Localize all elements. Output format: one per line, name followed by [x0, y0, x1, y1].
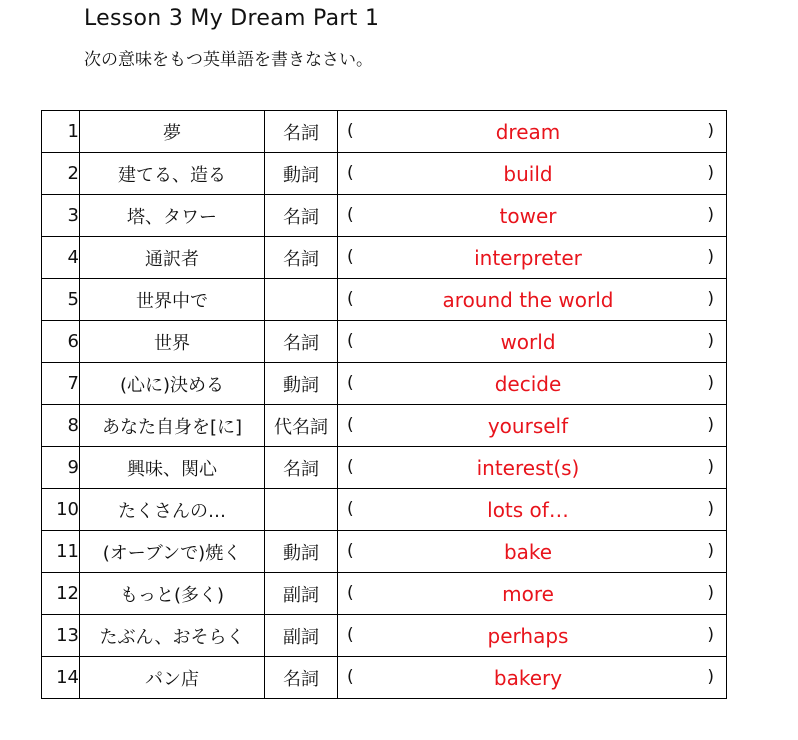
- table-row: [42, 111, 727, 153]
- english-answer: dream: [495, 119, 561, 144]
- answer-cell: [338, 657, 727, 699]
- japanese-meaning: 夢: [80, 111, 265, 153]
- answer-cell: [338, 153, 727, 195]
- row-number: 6: [42, 321, 80, 363]
- part-of-speech: 名詞: [265, 657, 338, 699]
- close-paren: ): [707, 331, 714, 351]
- table-row: [42, 615, 727, 657]
- answer-cell: [338, 405, 727, 447]
- answer-cell: [338, 321, 727, 363]
- open-paren: (: [347, 457, 354, 477]
- row-number: 13: [42, 615, 80, 657]
- close-paren: ): [707, 625, 714, 645]
- japanese-meaning: パン店: [80, 657, 265, 699]
- open-paren: (: [347, 583, 354, 603]
- answer-cell: [338, 447, 727, 489]
- part-of-speech: 名詞: [265, 237, 338, 279]
- table-row: [42, 405, 727, 447]
- open-paren: (: [347, 121, 354, 141]
- english-answer: bakery: [493, 665, 563, 690]
- english-answer: world: [500, 329, 556, 354]
- open-paren: (: [347, 247, 354, 267]
- close-paren: ): [707, 205, 714, 225]
- open-paren: (: [347, 163, 354, 183]
- row-number: 2: [42, 153, 80, 195]
- close-paren: ): [707, 289, 714, 309]
- close-paren: ): [707, 247, 714, 267]
- row-number: 4: [42, 237, 80, 279]
- close-paren: ): [707, 583, 714, 603]
- english-answer: interpreter: [474, 245, 582, 270]
- answer-cell: [338, 615, 727, 657]
- row-number: 10: [42, 489, 80, 531]
- worksheet-title: Lesson 3 My Dream Part 1: [84, 6, 380, 31]
- table-row: [42, 153, 727, 195]
- japanese-meaning: (オーブンで)焼く: [80, 531, 265, 573]
- japanese-meaning: 通訳者: [80, 237, 265, 279]
- close-paren: ): [707, 499, 714, 519]
- part-of-speech: 動詞: [265, 531, 338, 573]
- open-paren: (: [347, 415, 354, 435]
- open-paren: (: [347, 205, 354, 225]
- row-number: 12: [42, 573, 80, 615]
- part-of-speech: 動詞: [265, 153, 338, 195]
- vocabulary-table-body: [42, 111, 727, 699]
- table-row: [42, 489, 727, 531]
- japanese-meaning: 塔、タワー: [80, 195, 265, 237]
- open-paren: (: [347, 667, 354, 687]
- english-answer: perhaps: [487, 623, 569, 648]
- japanese-meaning: 建てる、造る: [80, 153, 265, 195]
- answer-cell: [338, 531, 727, 573]
- english-answer: decide: [494, 371, 562, 396]
- close-paren: ): [707, 121, 714, 141]
- close-paren: ): [707, 541, 714, 561]
- japanese-meaning: (心に)決める: [80, 363, 265, 405]
- table-row: [42, 237, 727, 279]
- part-of-speech: 副詞: [265, 615, 338, 657]
- part-of-speech: [265, 279, 338, 321]
- japanese-meaning: 興味、関心: [80, 447, 265, 489]
- close-paren: ): [707, 163, 714, 183]
- english-answer: bake: [503, 539, 553, 564]
- answer-cell: [338, 489, 727, 531]
- part-of-speech: 動詞: [265, 363, 338, 405]
- japanese-meaning: たくさんの…: [80, 489, 265, 531]
- english-answer: around the world: [442, 287, 614, 312]
- japanese-meaning: もっと(多く): [80, 573, 265, 615]
- instruction-text: 次の意味をもつ英単語を書きなさい。: [84, 50, 373, 70]
- close-paren: ): [707, 667, 714, 687]
- answer-cell: [338, 363, 727, 405]
- row-number: 11: [42, 531, 80, 573]
- row-number: 14: [42, 657, 80, 699]
- open-paren: (: [347, 541, 354, 561]
- row-number: 8: [42, 405, 80, 447]
- table-row: [42, 447, 727, 489]
- japanese-meaning: 世界: [80, 321, 265, 363]
- part-of-speech: 代名詞: [265, 405, 338, 447]
- part-of-speech: 名詞: [265, 321, 338, 363]
- open-paren: (: [347, 373, 354, 393]
- japanese-meaning: 世界中で: [80, 279, 265, 321]
- table-row: [42, 531, 727, 573]
- part-of-speech: 名詞: [265, 447, 338, 489]
- row-number: 7: [42, 363, 80, 405]
- table-row: [42, 363, 727, 405]
- english-answer: tower: [499, 203, 557, 228]
- vocabulary-table: [41, 110, 727, 699]
- japanese-meaning: たぶん、おそらく: [80, 615, 265, 657]
- table-row: [42, 573, 727, 615]
- close-paren: ): [707, 373, 714, 393]
- answer-cell: [338, 573, 727, 615]
- open-paren: (: [347, 289, 354, 309]
- row-number: 1: [42, 111, 80, 153]
- english-answer: lots of…: [487, 497, 569, 522]
- table-row: [42, 321, 727, 363]
- part-of-speech: 名詞: [265, 111, 338, 153]
- row-number: 5: [42, 279, 80, 321]
- table-row: [42, 195, 727, 237]
- table-row: [42, 657, 727, 699]
- english-answer: interest(s): [476, 455, 580, 480]
- open-paren: (: [347, 499, 354, 519]
- row-number: 3: [42, 195, 80, 237]
- answer-cell: [338, 279, 727, 321]
- part-of-speech: [265, 489, 338, 531]
- part-of-speech: 副詞: [265, 573, 338, 615]
- open-paren: (: [347, 625, 354, 645]
- answer-cell: [338, 111, 727, 153]
- row-number: 9: [42, 447, 80, 489]
- answer-cell: [338, 195, 727, 237]
- table-row: [42, 279, 727, 321]
- english-answer: build: [503, 161, 553, 186]
- japanese-meaning: あなた自身を[に]: [80, 405, 265, 447]
- close-paren: ): [707, 457, 714, 477]
- open-paren: (: [347, 331, 354, 351]
- english-answer: yourself: [487, 413, 569, 438]
- answer-cell: [338, 237, 727, 279]
- english-answer: more: [502, 581, 554, 606]
- part-of-speech: 名詞: [265, 195, 338, 237]
- close-paren: ): [707, 415, 714, 435]
